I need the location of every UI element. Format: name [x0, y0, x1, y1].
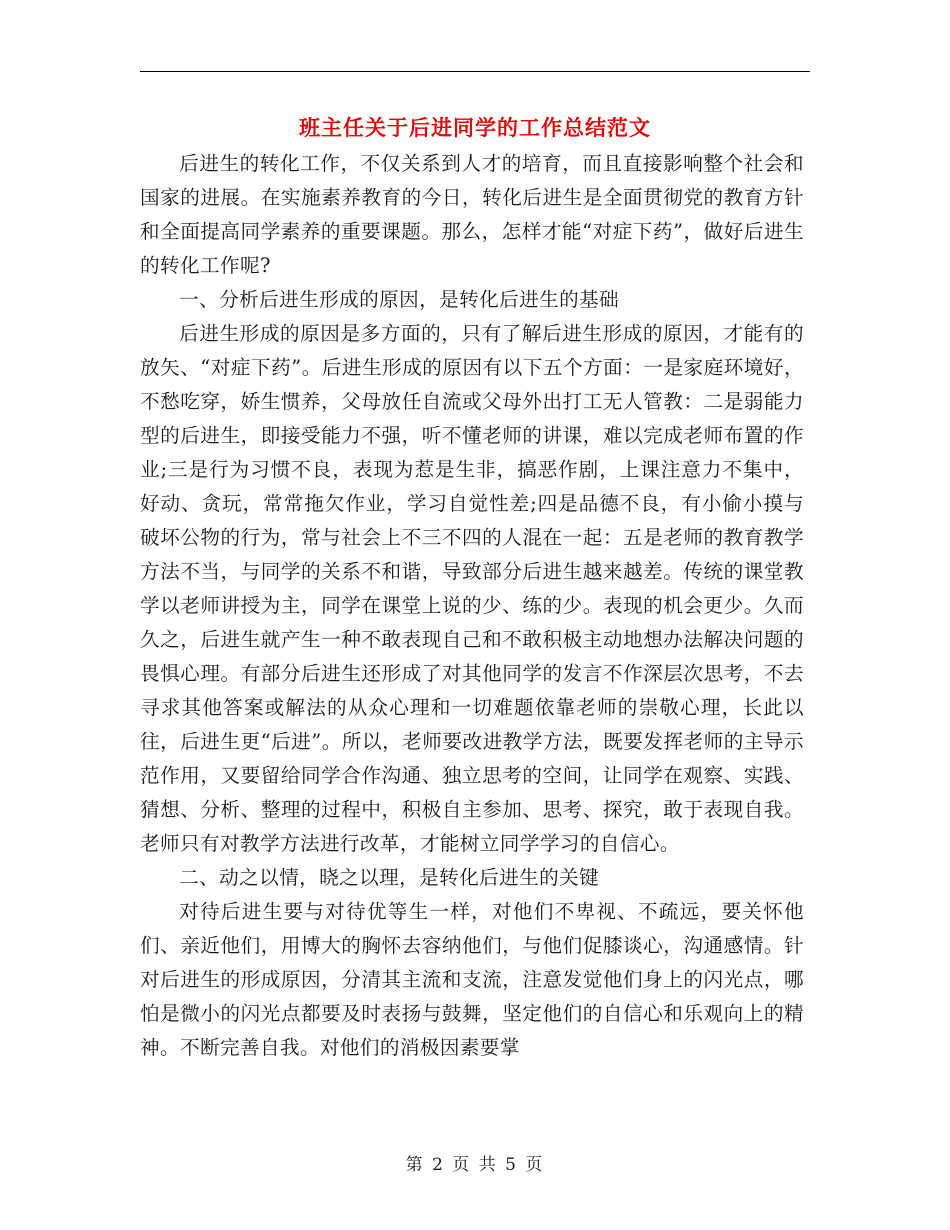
- page-number-footer: 第 2 页 共 5 页: [405, 1155, 545, 1175]
- document-title: 班主任关于后进同学的工作总结范文: [299, 115, 651, 140]
- paragraph-causes: 后进生形成的原因是多方面的，只有了解后进生形成的原因，才能有的放矢、“对症下药”。后进生形成的原因有以下五个方面：一是家庭环境好，不愁吃穿，娇生惯养，父母放任自流或父母外出打工无人管教：二是弱能力型的后进生，即接受能力不强，听不懂老师的讲课，难以完成老师布置的作业;三是行为习惯不良，表现为惹是生非，搞恶作剧，上课注意力不集中，好动、贪玩，常常拖欠作业，学习自觉性差;四是品德不良，有小偷小摸与破坏公物的行为，常与社会上不三不四的人混在一起：五是老师的教育教学方法不当，与同学的关系不和谐，导致部分后进生越来越差。传统的课堂教学以老师讲授为主，同学在课堂上说的少、练的少。表现的机会更少。久而久之，后进生就产生一种不敢表现自己和不敢积极主动地想办法解决问题的畏惧心理。有部分后进生还形成了对其他同学的发言不作深层次思考，不去寻求其他答案或解法的从众心理和一切难题依靠老师的崇敬心理，长此以往，后进生更“后进”。所以，老师要改进教学方法，既要发挥老师的主导示范作用，又要留给同学合作沟通、独立思考的空间，让同学在观察、实践、猜想、分析、整理的过程中，积极自主参加、思考、探究，敢于表现自我。老师只有对教学方法进行改革，才能树立同学学习的自信心。: [140, 322, 804, 855]
- section-heading-1: 一、分析后进生形成的原因，是转化后进生的基础: [179, 288, 620, 311]
- paragraph-emotion: 对待后进生要与对待优等生一样，对他们不卑视、不疏远，要关怀他们、亲近他们，用博大的胸怀去容纳他们，与他们促膝谈心，沟通感情。针对后进生的形成原因，分清其主流和支流，注意发觉他们身上的闪光点，哪怕是微小的闪光点都要及时表扬与鼓舞，坚定他们的自信心和乐观向上的精神。不断完善自我。对他们的消极因素要掌: [140, 900, 804, 1059]
- header-rule: [140, 71, 810, 72]
- paragraph-intro: 后进生的转化工作，不仅关系到人才的培育，而且直接影响整个社会和国家的进展。在实施素养教育的今日，转化后进生是全面贯彻党的教育方针和全面提高同学素养的重要课题。那么，怎样才能“对症下药”，做好后进生的转化工作呢?: [140, 152, 804, 277]
- document-body: [140, 147, 804, 1065]
- section-heading-2: 二、动之以情，晓之以理，是转化后进生的关键: [179, 866, 600, 889]
